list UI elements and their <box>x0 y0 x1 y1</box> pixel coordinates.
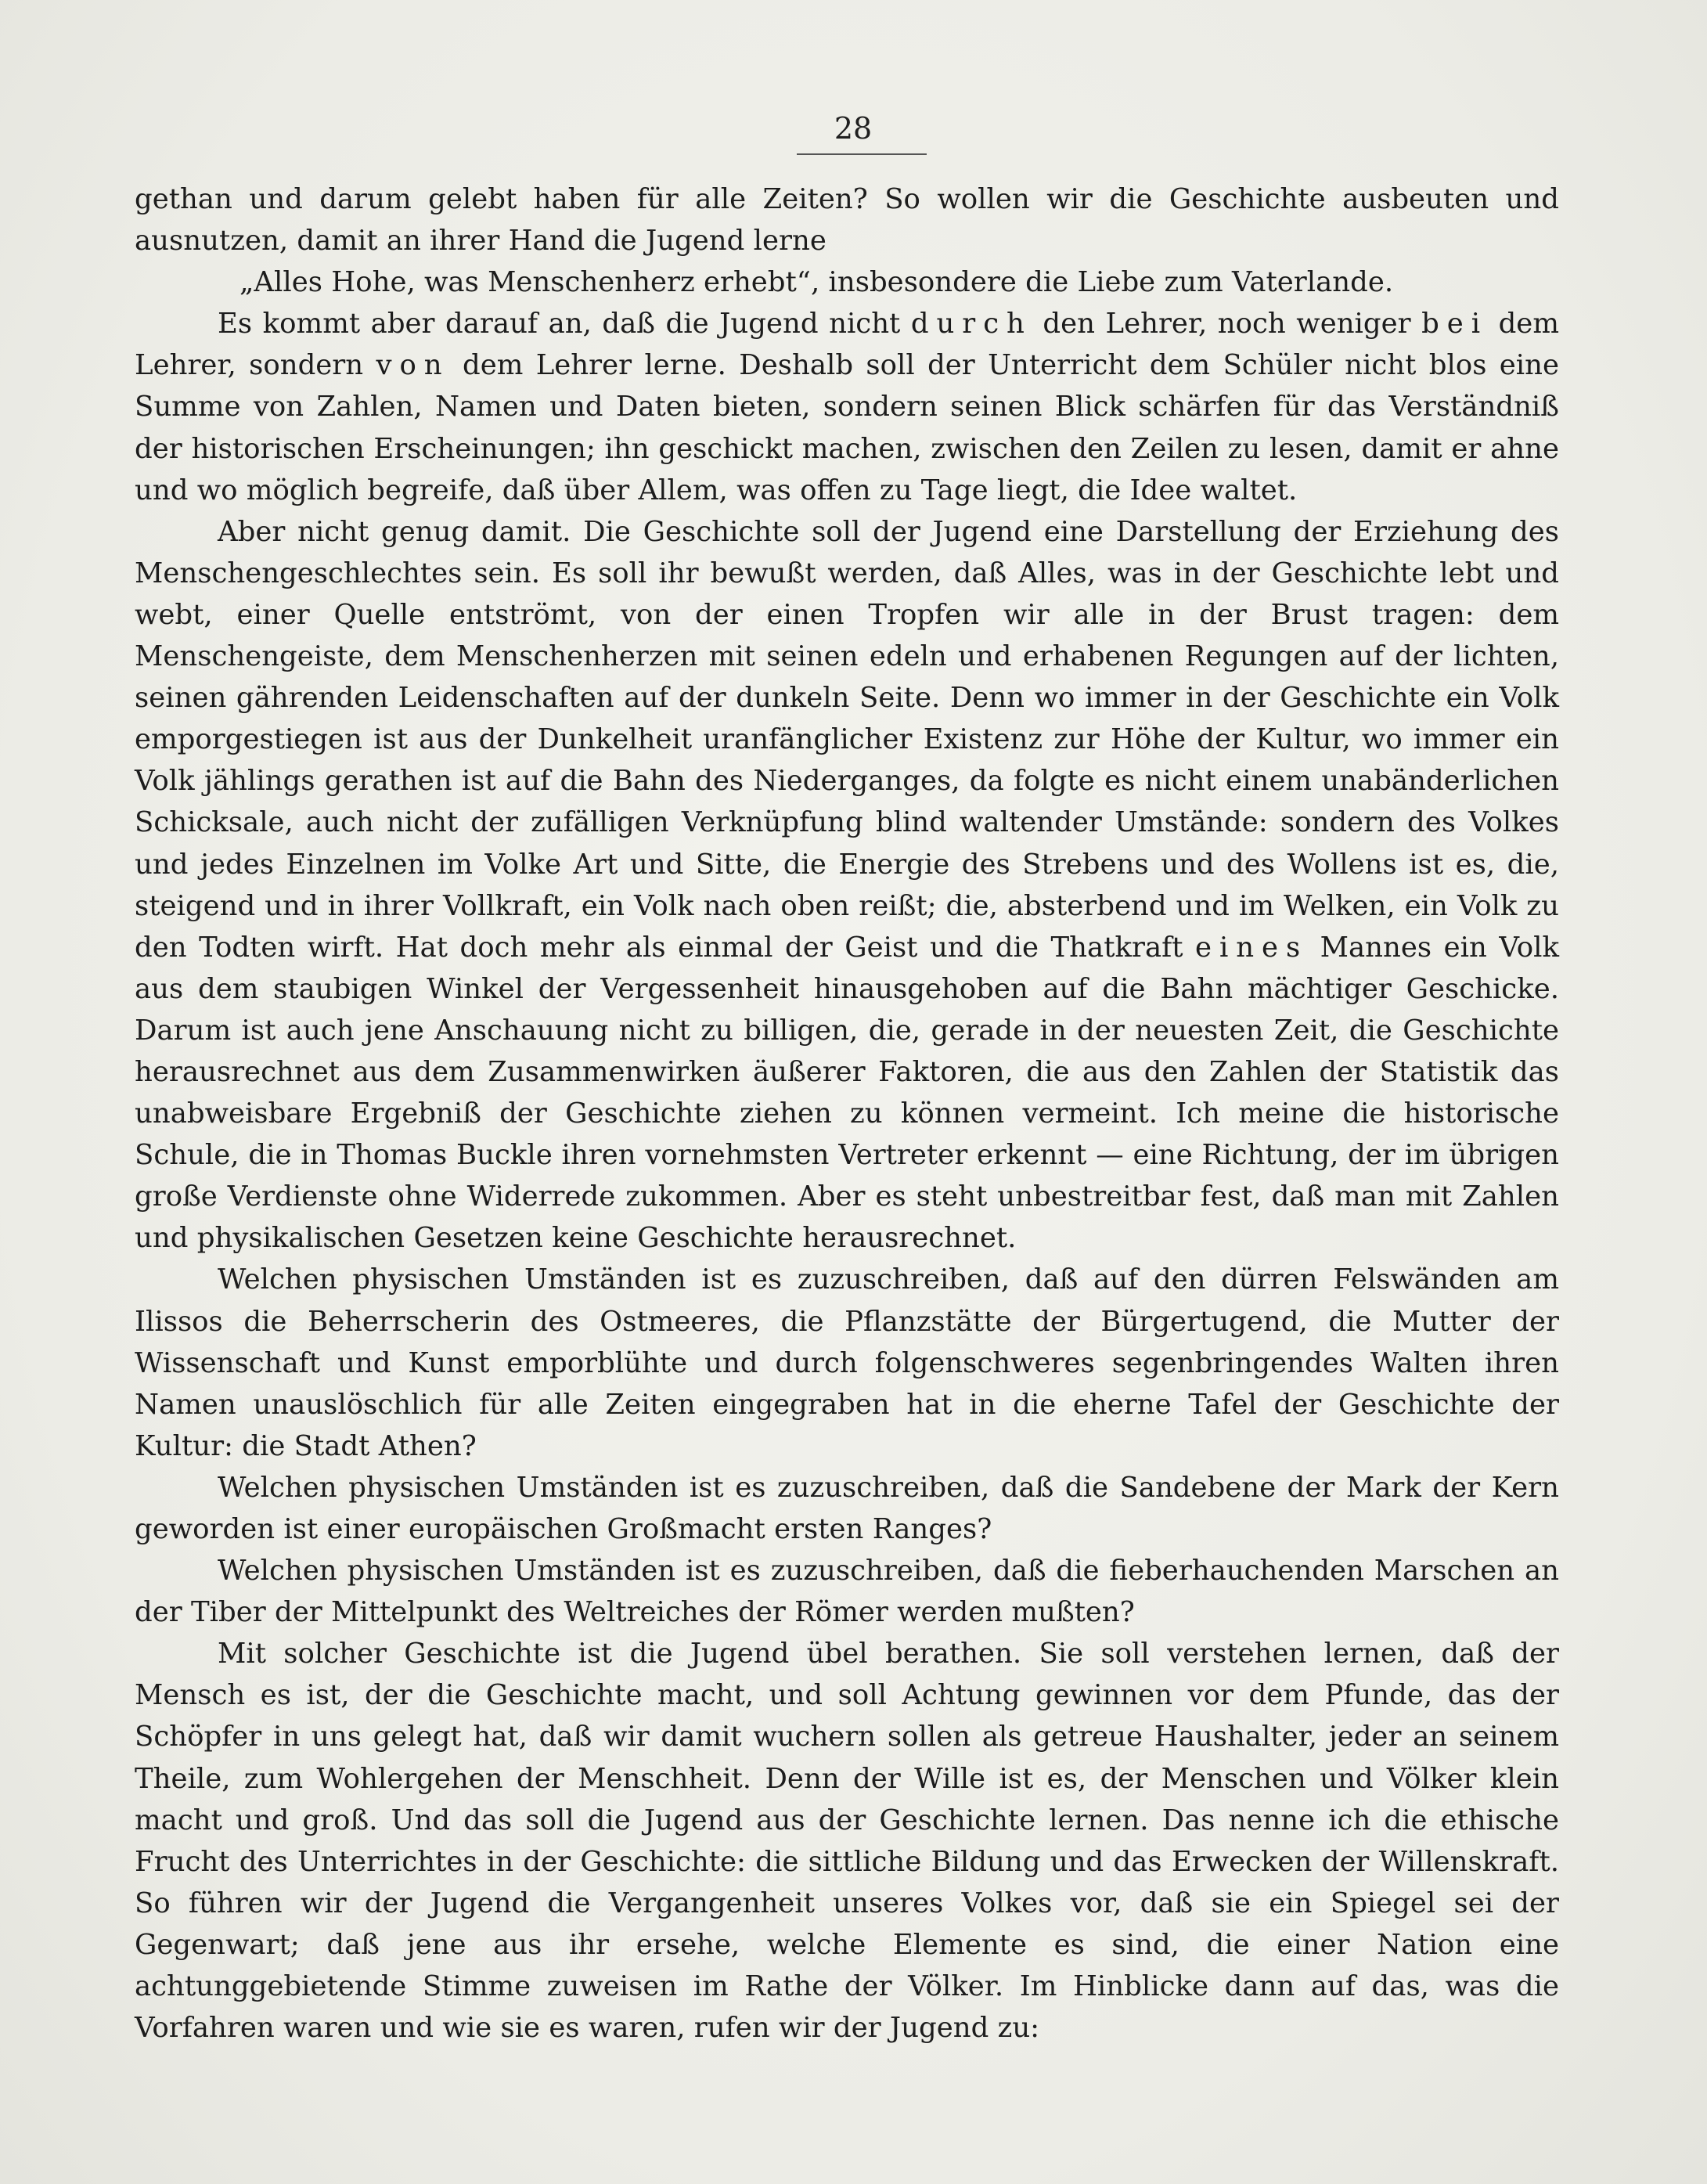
page-number-rule <box>797 153 927 155</box>
paragraph-quote: „Alles Hohe, was Menschenherz erhebt“, insbesondere die Liebe zum Vaterlande. <box>239 266 1394 299</box>
paragraph-tiber: Welchen physischen Umständen ist es zuzuschreiben, daß die fieberhauchenden Marschen an der Tiber der Mittelpunkt des Weltreiches der Römer werden mußten? <box>135 1555 1559 1629</box>
paragraph-teacher: Es kommt aber darauf an, daß die Jugend nicht durch den Lehrer, noch weniger bei dem Lehrer, sondern von dem Lehrer lerne. Deshalb soll der Unterricht dem Schüler nicht blos eine Summe von Zahlen, Namen und Daten bieten, sondern seinen Blick schärfen für das Verständniß der historischen Erscheinungen; ihn geschickt machen, zwischen den Zeilen zu lesen, damit er ahne und wo möglich begreife, daß über Allem, was offen zu Tage liegt, die Idee waltet. <box>135 308 1559 506</box>
spaced-emphasis: durch <box>910 308 1032 341</box>
paragraph-conclusion: Mit solcher Geschichte ist die Jugend übel berathen. Sie soll verstehen lernen, daß der Mensch es ist, der die Geschichte macht, und soll Achtung gewinnen vor dem Pfunde, das der Schöpfer in uns gelegt hat, daß wir damit wuchern sollen als getreue Haushalter, jeder an seinem Theile, zum Wohlergehen der Menschheit. Denn der Wille ist es, der Menschen und Völker klein macht und groß. Und das soll die Jugend aus der Geschichte lernen. Das nenne ich die ethische Frucht des Unterrichtes in der Geschichte: die sittliche Bildung und das Erwecken der Willenskraft. So führen wir der Jugend die Vergangenheit unseres Volkes vor, daß sie ein Spiegel sei der Gegenwart; daß jene aus ihr ersehe, welche Elemente es sind, die einer Nation eine achtunggebietende Stimme zuweisen im Rathe der Völker. Im Hinblicke dann auf das, was die Vorfahren waren und wie sie es waren, rufen wir der Jugend zu: <box>135 1638 1559 2045</box>
body-text <box>135 178 1559 2049</box>
page-number: 28 <box>834 111 873 146</box>
paragraph-education: Aber nicht genug damit. Die Geschichte soll der Jugend eine Darstellung der Erziehung des Menschengeschlechtes sein. Es soll ihr bewußt werden, daß Alles, was in der Geschichte lebt und webt, einer Quelle entströmt, von der einen Tropfen wir alle in der Brust tragen: dem Menschengeiste, dem Menschenherzen mit seinen edeln und erhabenen Regungen auf der lichten, seinen gährenden Leidenschaften auf der dunkeln Seite. Denn wo immer in der Geschichte ein Volk emporgestiegen ist aus der Dunkelheit uranfänglicher Existenz zur Höhe der Kultur, wo immer ein Volk jählings gerathen ist auf die Bahn des Niederganges, da folgte es nicht einem unabänderlichen Schicksale, auch nicht der zufälligen Verknüpfung blind waltender Umstände: sondern des Volkes und jedes Einzelnen im Volke Art und Sitte, die Energie des Strebens und des Wollens ist es, die, steigend und in ihrer Vollkraft, ein Volk nach oben reißt; die, absterbend und im Welken, ein Volk zu den Todten wirft. Hat doch mehr als einmal der Geist und die Thatkraft eines Mannes ein Volk aus dem staubigen Winkel der Vergessenheit hinausgehoben auf die Bahn mächtiger Geschicke. Darum ist auch jene Anschauung nicht zu billigen, die, gerade in der neuesten Zeit, die Geschichte herausrechnet aus dem Zusammenwirken äußerer Faktoren, die aus den Zahlen der Statistik das unabweisbare Ergebniß der Geschichte ziehen zu können vermeint. Ich meine die historische Schule, die in Thomas Buckle ihren vornehmsten Vertreter erkennt — eine Richtung, der im übrigen große Verdienste ohne Widerrede zukommen. Aber es steht unbestreitbar fest, daß man mit Zahlen und physikalischen Gesetzen keine Geschichte herausrechnet. <box>135 515 1559 1255</box>
paragraph-mark: Welchen physischen Umständen ist es zuzuschreiben, daß die Sandebene der Mark der Kern geworden ist einer europäischen Großmacht ersten Ranges? <box>135 1471 1559 1545</box>
spaced-emphasis: von <box>376 349 450 382</box>
paragraph-athens: Welchen physischen Umständen ist es zuzuschreiben, daß auf den dürren Felswänden am Ilissos die Beherrscherin des Ostmeeres, die Pflanzstätte der Bürgertugend, die Mutter der Wissenschaft und Kunst emporblühte und durch folgenschweres segenbringendes Walten ihren Namen unauslöschlich für alle Zeiten eingegraben hat in die eherne Tafel der Geschichte der Kultur: die Stadt Athen? <box>135 1263 1559 1462</box>
paragraph-continuation: gethan und darum gelebt haben für alle Zeiten? So wollen wir die Geschichte ausbeuten und ausnutzen, damit an ihrer Hand die Jugend lerne <box>135 183 1559 258</box>
spaced-emphasis: bei <box>1421 308 1489 341</box>
spaced-emphasis: eines <box>1195 931 1309 964</box>
